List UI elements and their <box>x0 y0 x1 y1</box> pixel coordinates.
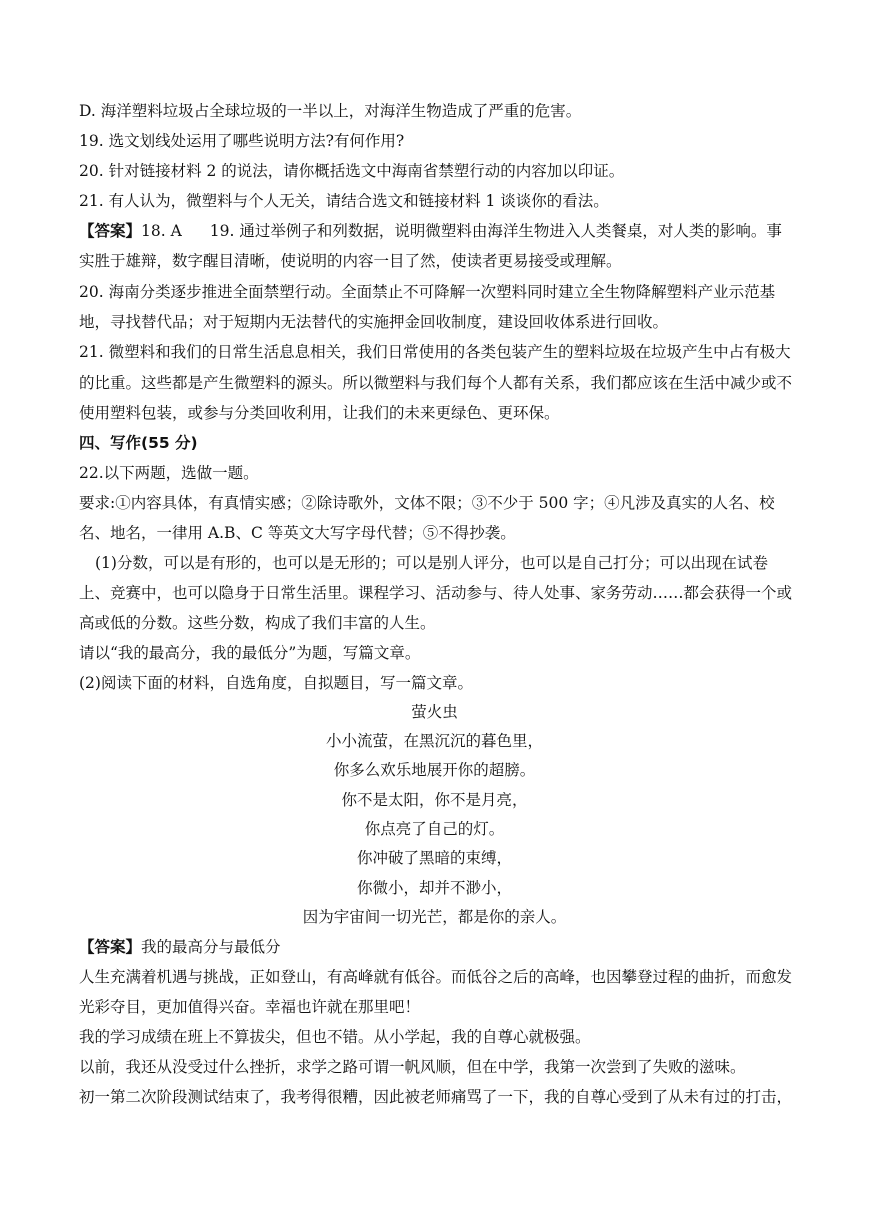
topic-1-prompt: 请以“我的最高分，我的最低分”为题，写篇文章。 <box>79 644 421 662</box>
poem-line: 小小流萤，在黑沉沉的暮色里， <box>325 732 543 750</box>
poem-title: 萤火虫 <box>411 703 458 721</box>
topic-1-line-1: (1)分数，可以是有形的，也可以是无形的；可以是别人评分，也可以是自己打分；可以出现在试卷 <box>95 554 768 572</box>
answer-18: 18. A <box>141 222 182 240</box>
essay-paragraph-line: 光彩夺目，更加值得兴奋。幸福也许就在那里吧！ <box>79 998 421 1016</box>
topic-1-line-2: 上、竞赛中，也可以隐身于日常生活里。课程学习、活动参与、待人处事、家务劳动……都会获得一个或 <box>79 584 793 602</box>
answer-21-line-1: 21. 微塑料和我们的日常生活息息相关，我们日常使用的各类包装产生的塑料垃圾在垃圾产生中占有极大 <box>79 343 791 361</box>
poem-line: 你微小，却并不渺小， <box>356 879 512 897</box>
poem-line: 你不是太阳，你不是月亮， <box>341 791 528 809</box>
poem-line: 因为宇宙间一切光芒，都是你的亲人。 <box>302 908 567 926</box>
essay-paragraph-line: 我的学习成绩在班上不算拔尖，但也不错。从小学起，我的自尊心就极强。 <box>79 1028 591 1046</box>
question-20: 20. 针对链接材料 2 的说法，请你概括选文中海南省禁塑行动的内容加以印证。 <box>79 162 625 180</box>
poem-line: 你冲破了黑暗的束缚， <box>356 849 512 867</box>
requirements-line-1: 要求:①内容具体，有真情实感；②除诗歌外，文体不限；③不少于 500 字；④凡涉及真实的人名、校 <box>79 494 775 512</box>
answer-tag: 【答案】 <box>79 222 142 240</box>
poem-line: 你点亮了自己的灯。 <box>364 820 505 838</box>
answer-line-18-19 <box>79 220 782 242</box>
essay-heading <box>79 936 281 958</box>
question-19: 19. 选文划线处运用了哪些说明方法?有何作用? <box>79 132 405 150</box>
essay-answer-tag: 【答案】 <box>79 938 142 956</box>
essay-title: 我的最高分与最低分 <box>141 938 281 956</box>
answer-20-line-2: 地，寻找替代品；对于短期内无法替代的实施押金回收制度，建设回收体系进行回收。 <box>79 313 669 331</box>
topic-2-prompt: (2)阅读下面的材料，自选角度，自拟题目，写一篇文章。 <box>79 674 473 692</box>
requirements-line-2: 名、地名，一律用 A.B、C 等英文大写字母代替；⑤不得抄袭。 <box>79 524 516 542</box>
answer-21-line-3: 使用塑料包装，或参与分类回收利用，让我们的未来更绿色、更环保。 <box>79 404 560 422</box>
poem-line: 你多么欢乐地展开你的超膀。 <box>333 761 536 779</box>
essay-paragraph-line: 人生充满着机遇与挑战，正如登山，有高峰就有低谷。而低谷之后的高峰，也因攀登过程的曲折，而愈发 <box>79 968 793 986</box>
option-d: D. 海洋塑料垃圾占全球垃圾的一半以上，对海洋生物造成了严重的危害。 <box>79 102 582 120</box>
essay-paragraph-line: 以前，我还从没受过什么挫折，求学之路可谓一帆风顺，但在中学，我第一次尝到了失败的滋味。 <box>79 1058 746 1076</box>
topic-1-line-3: 高或低的分数。这些分数，构成了我们丰富的人生。 <box>79 614 436 632</box>
question-21: 21. 有人认为，微塑料与个人无关，请结合选文和链接材料 1 谈谈你的看法。 <box>79 192 609 210</box>
answer-21-line-2: 的比重。这些都是产生微塑料的源头。所以微塑料与我们每个人都有关系，我们都应该在生活中减少或不 <box>79 374 793 392</box>
answer-19-line-2: 实胜于雄辩，数字醒目清晰，使说明的内容一目了然，使读者更易接受或理解。 <box>79 252 622 270</box>
section-heading-writing: 四、写作(55 分) <box>79 434 198 452</box>
question-22: 22.以下两题，选做一题。 <box>79 464 259 482</box>
answer-20-line-1: 20. 海南分类逐步推进全面禁塑行动。全面禁止不可降解一次塑料同时建立全生物降解塑料产业示范基 <box>79 283 776 301</box>
answer-19-line-1: 19. 通过举例子和列数据，说明微塑料由海洋生物进入人类餐桌，对人类的影响。事 <box>209 222 782 240</box>
essay-paragraph-line: 初一第二次阶段测试结束了，我考得很糟，因此被老师痛骂了一下，我的自尊心受到了从未有过的打击， <box>79 1088 793 1106</box>
